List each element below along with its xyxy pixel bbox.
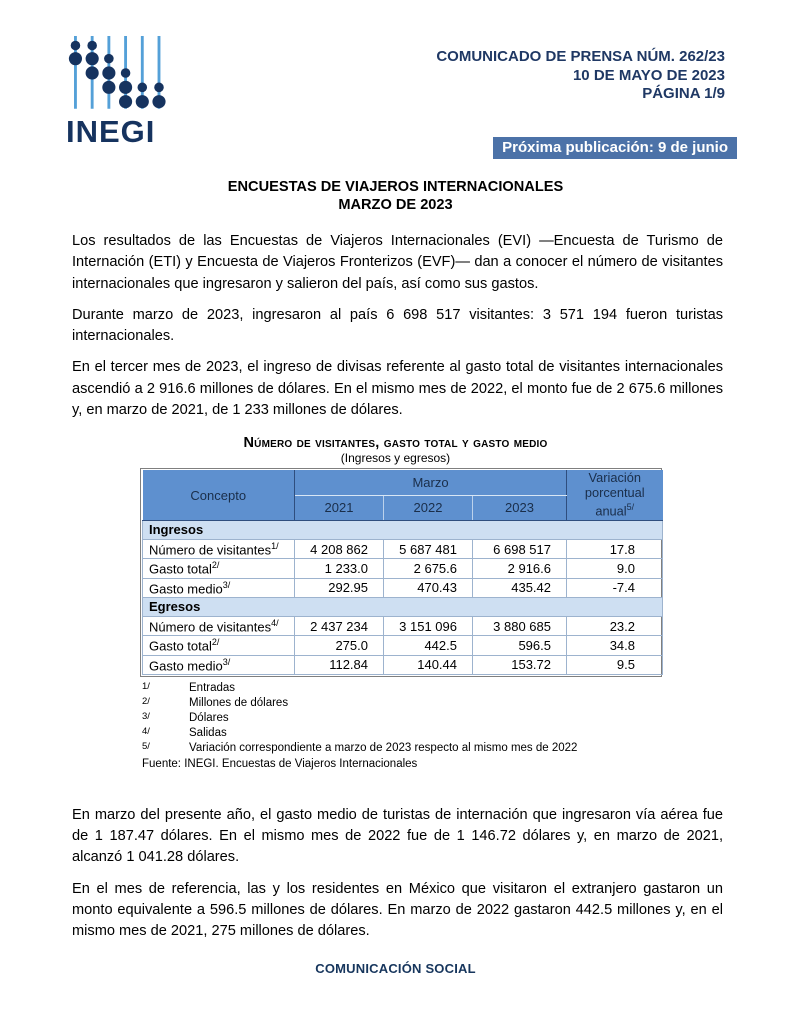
cell-variacion: 17.8 bbox=[567, 539, 663, 558]
row-label: Gasto medio$^{3/}$ bbox=[143, 578, 295, 597]
variation-footnote-marker: 5/ bbox=[626, 502, 635, 513]
section-row-egresos bbox=[143, 597, 663, 616]
footnote bbox=[142, 711, 791, 726]
table-row bbox=[143, 578, 663, 597]
section-label: Egresos bbox=[143, 597, 663, 616]
footnote-marker: 4/ bbox=[142, 725, 150, 737]
table-subtitle: (Ingresos y egresos) bbox=[340, 451, 451, 466]
footnote bbox=[142, 681, 791, 696]
cell-2021: 275.0 bbox=[295, 636, 384, 655]
paragraph-2: Durante marzo de 2023, ingresaron al país 6 698 517 visitantes: 3 571 194 fueron turistas internacionales. bbox=[72, 306, 723, 345]
footnote-text: Salidas bbox=[189, 726, 227, 739]
cell-2023: 2 916.6 bbox=[473, 559, 567, 578]
table-row bbox=[143, 636, 663, 655]
footnote-text: Variación correspondiente a marzo de 2023 respecto al mismo mes de 2022 bbox=[189, 741, 578, 754]
footnote-marker: 3/ bbox=[222, 656, 231, 667]
inegi-logo bbox=[66, 36, 184, 147]
header-cell-2021: 2021 bbox=[295, 495, 384, 520]
table-header-row-1 bbox=[143, 470, 663, 495]
cell-2022: 140.44 bbox=[384, 655, 473, 674]
header-cell-concepto: Concepto bbox=[143, 470, 295, 520]
row-label: Número de visitantes$^{4/}$ bbox=[143, 616, 295, 635]
cell-2021: 4 208 862 bbox=[295, 539, 384, 558]
cell-2021: 1 233.0 bbox=[295, 559, 384, 578]
table-row bbox=[143, 655, 663, 674]
cell-2023: 435.42 bbox=[473, 578, 567, 597]
footnote-marker: 2/ bbox=[211, 560, 220, 571]
footnote-marker: 3/ bbox=[142, 710, 150, 722]
cell-variacion: 23.2 bbox=[567, 616, 663, 635]
footnote-text: Dólares bbox=[189, 711, 229, 724]
row-label: Número de visitantes$^{1/}$ bbox=[143, 539, 295, 558]
table-source: Fuente: INEGI. Encuestas de Viajeros Internacionales bbox=[142, 757, 418, 770]
footnote-marker: 4/ bbox=[271, 617, 279, 628]
masthead-line-1: COMUNICADO DE PRENSA NÚM. 262/23 bbox=[436, 48, 725, 65]
footnote-marker: 2/ bbox=[142, 695, 150, 707]
section-label: Ingresos bbox=[143, 520, 663, 539]
paragraph-1: Los resultados de las Encuestas de Viajeros Internacionales (EVI) —Encuesta de Turismo de Internación (ETI) y Encuesta de Viajeros Fronterizos (EVF)— dan a conocer el número de visitantes internacionales que ingresaron y salieron del país, así como sus gastos. bbox=[72, 233, 723, 292]
cell-variacion: 34.8 bbox=[567, 636, 663, 655]
cell-2023: 6 698 517 bbox=[473, 539, 567, 558]
table-row bbox=[143, 539, 663, 558]
cell-2021: 112.84 bbox=[295, 655, 384, 674]
logo-wordmark: INEGI bbox=[66, 114, 156, 149]
header-cell-2023: 2023 bbox=[473, 495, 567, 520]
masthead-line-2: 10 DE MAYO DE 2023 bbox=[572, 66, 725, 84]
cell-variacion: 9.0 bbox=[567, 559, 663, 578]
row-label: Gasto medio$^{3/}$ bbox=[143, 655, 295, 674]
header-cell-variacion: Variación porcentual anual$^{5/}$ bbox=[567, 470, 663, 520]
footnote bbox=[142, 726, 791, 741]
footnote-marker: 1/ bbox=[271, 540, 279, 551]
cell-variacion: -7.4 bbox=[567, 578, 663, 597]
section-row-ingresos bbox=[143, 520, 663, 539]
masthead-line-3: PÁGINA 1/9 bbox=[642, 85, 725, 102]
row-label: Gasto total$^{2/}$ bbox=[143, 559, 295, 578]
footnote-marker: 5/ bbox=[142, 740, 150, 752]
page-header bbox=[0, 0, 791, 147]
cell-2022: 5 687 481 bbox=[384, 539, 473, 558]
footnote-text: Entradas bbox=[189, 681, 236, 694]
paragraph-5: En el mes de referencia, las y los residentes en México que visitaron el extranjero gastaron un monto equivalente a 596.5 millones de dólares. En marzo de 2022 gastaron 442.5 millones y, en el mismo mes de 2021, 275 millones de dólares. bbox=[72, 880, 723, 940]
cell-2021: 292.95 bbox=[295, 578, 384, 597]
footnote-marker: 2/ bbox=[211, 637, 220, 648]
footnote-text: Millones de dólares bbox=[189, 696, 289, 709]
cell-2022: 442.5 bbox=[384, 636, 473, 655]
footnote-marker: 3/ bbox=[222, 579, 231, 590]
table-title: Número de visitantes, gasto total y gasto medio bbox=[243, 435, 548, 452]
cell-2022: 3 151 096 bbox=[384, 616, 473, 635]
table-row bbox=[143, 616, 663, 635]
next-publication-banner: Próxima publicación: 9 de junio bbox=[493, 137, 737, 159]
table-row bbox=[143, 559, 663, 578]
document-title bbox=[0, 178, 791, 214]
abacus-icon bbox=[66, 36, 178, 115]
cell-variacion: 9.5 bbox=[567, 655, 663, 674]
table-footnotes bbox=[142, 681, 791, 772]
document-title-line-1: ENCUESTAS DE VIAJEROS INTERNACIONALES bbox=[227, 179, 564, 195]
row-label: Gasto total$^{2/}$ bbox=[143, 636, 295, 655]
footer-communication-social: COMUNICACIÓN SOCIAL bbox=[315, 961, 476, 976]
cell-2023: 153.72 bbox=[473, 655, 567, 674]
footnote-marker: 1/ bbox=[142, 680, 150, 692]
header-cell-marzo: Marzo bbox=[295, 470, 567, 495]
footnote bbox=[142, 741, 791, 756]
cell-2023: 3 880 685 bbox=[473, 616, 567, 635]
cell-2023: 596.5 bbox=[473, 636, 567, 655]
document-title-line-2: MARZO DE 2023 bbox=[338, 197, 453, 213]
paragraph-4: En marzo del presente año, el gasto medio de turistas de internación que ingresaron vía aérea fue de 1 187.47 dólares. En el mismo mes de 2022 fue de 1 146.72 dólares y, en marzo de 2021, alcanzó 1 041.28 dólares. bbox=[72, 806, 723, 866]
footnote bbox=[142, 696, 791, 711]
cell-2021: 2 437 234 bbox=[295, 616, 384, 635]
cell-2022: 470.43 bbox=[384, 578, 473, 597]
cell-2022: 2 675.6 bbox=[384, 559, 473, 578]
paragraph-3: En el tercer mes de 2023, el ingreso de divisas referente al gasto total de visitantes internacionales ascendió a 2 916.6 millones de dólares. En el mismo mes de 2022, el monto fue de 2 675.6 millones y, en marzo de 2021, de 1 233 millones de dólares. bbox=[72, 359, 723, 419]
masthead bbox=[436, 36, 725, 104]
visitors-table bbox=[140, 468, 662, 676]
header-cell-2022: 2022 bbox=[384, 495, 473, 520]
